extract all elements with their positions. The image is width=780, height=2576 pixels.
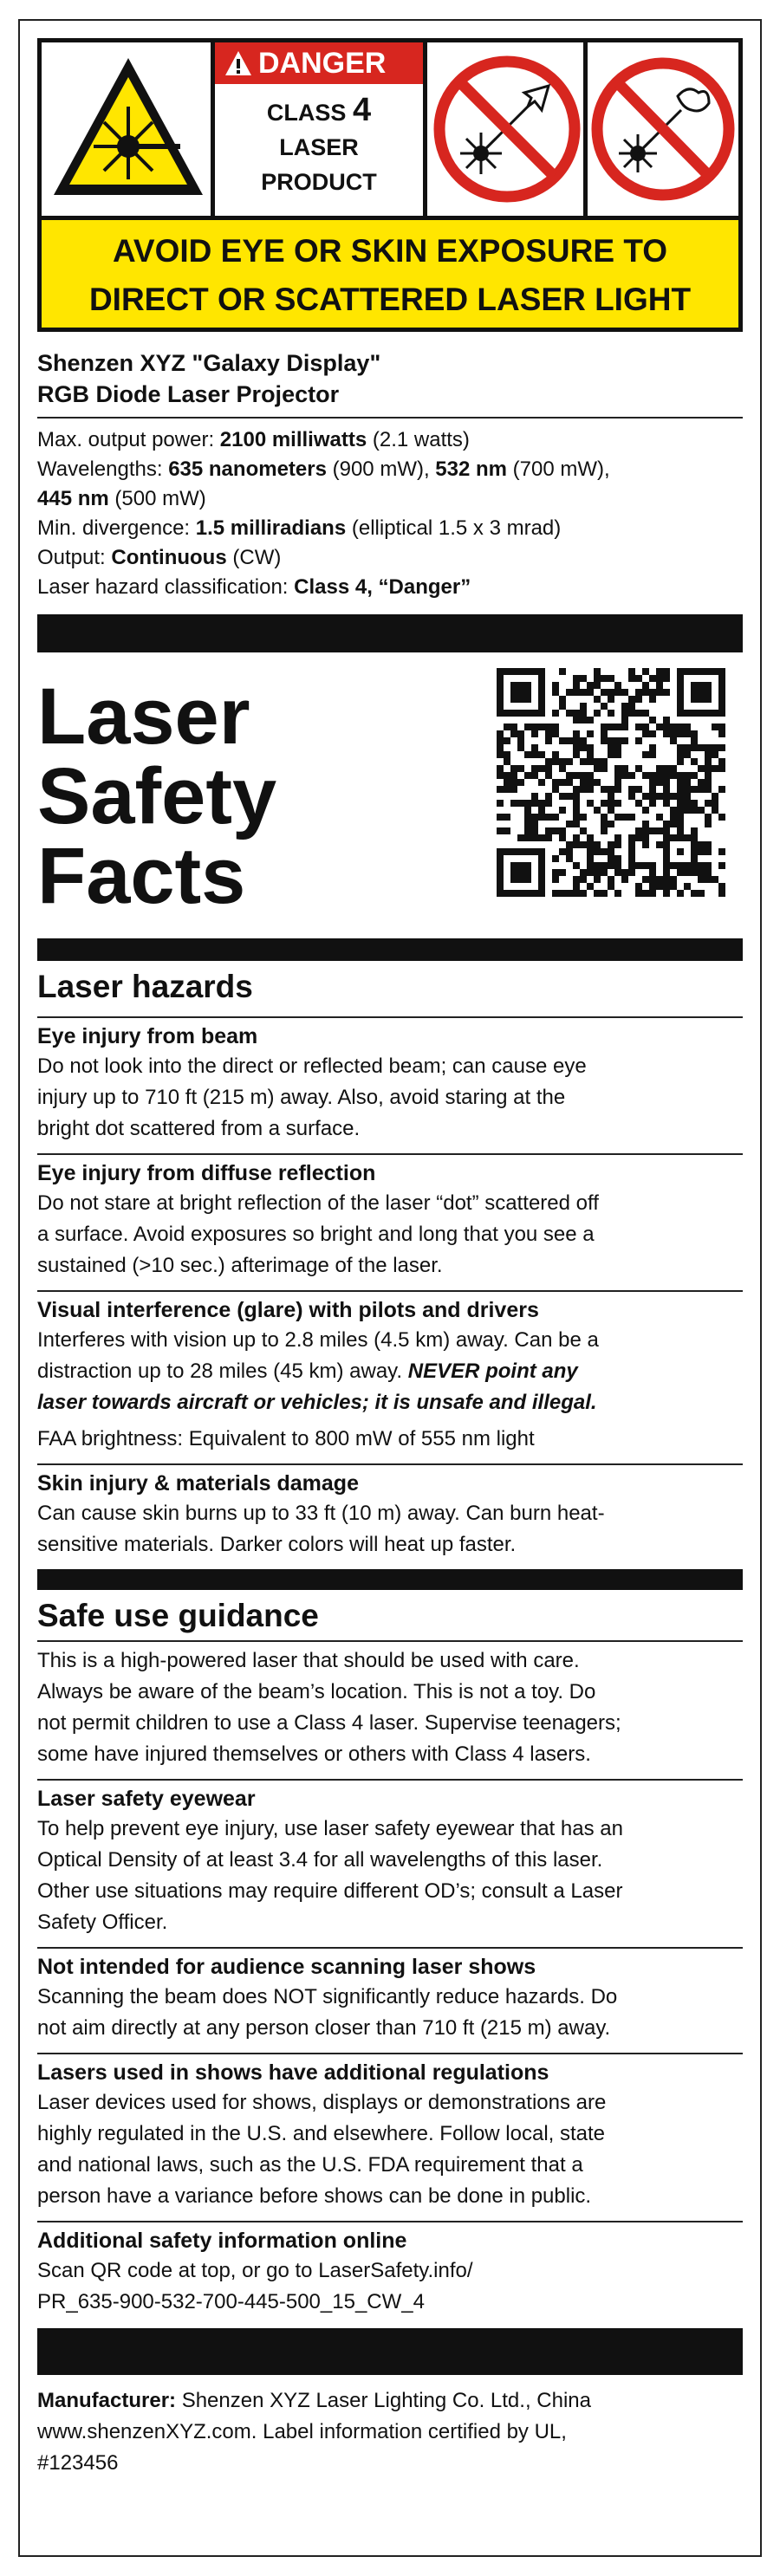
body-line: not aim directly at any person closer than 710 ft (215 m) away. [37,2016,611,2040]
subsection-body [37,1188,743,1282]
prohibition-cell-1 [427,42,588,216]
subsection-title: Eye injury from beam [37,1024,258,1048]
guidance-intro [37,1640,743,1770]
body-line: Laser devices used for shows, displays or demonstrations are [37,2091,607,2114]
subsection-title: Additional safety information online [37,2229,407,2253]
title-line-2: Safety [37,752,277,840]
body-line: a surface. Avoid exposures so bright and long that you see a [37,1223,595,1246]
spec-wl3: 445 nm [37,487,109,510]
hazard-eye-diffuse [37,1153,743,1282]
class-line-product: PRODUCT [261,169,377,195]
spec-wavelengths [37,455,743,484]
spec-power-label: Max. output power: [37,428,220,451]
prohibition-cell-2 [588,42,738,216]
warning-emphasis: laser towards aircraft or vehicles; it is unsafe and illegal. [37,1391,597,1414]
spec-div-value: 1.5 milliradians [195,516,347,540]
guidance-scanning [37,1947,743,2044]
danger-signal-word: DANGER [258,47,387,80]
body-line: sustained (>10 sec.) afterimage of the laser. [37,1254,443,1277]
subsection-title: Lasers used in shows have additional regulations [37,2060,549,2085]
body-line [37,1356,743,1387]
spec-classification [37,573,743,602]
body-line: To help prevent eye injury, use laser safety eyewear that has an [37,1817,623,1840]
warning-emphasis: NEVER point any [407,1359,578,1383]
danger-triangle-icon [224,49,253,77]
body-line: sensitive materials. Darker colors will heat up faster. [37,1533,517,1556]
body-text: distraction up to 28 miles (45 km) away. [37,1359,408,1383]
class-number: 4 [352,92,372,128]
avoid-line-2: DIRECT OR SCATTERED LASER LIGHT [88,282,692,317]
subsection-body [37,1814,743,1938]
product-type: RGB Diode Laser Projector [37,381,340,407]
guidance-eyewear [37,1779,743,1938]
avoid-line-1: AVOID EYE OR SKIN EXPOSURE TO [112,233,668,269]
subsection-body [37,1982,743,2044]
footer-line [37,2385,743,2417]
guidance-shows [37,2053,743,2212]
spec-div-label: Min. divergence: [37,516,196,540]
hazard-symbols-row [42,42,738,216]
body-line: and national laws, such as the U.S. FDA requirement that a [37,2153,583,2177]
body-line: Do not stare at bright reflection of the laser “dot” scattered off [37,1191,599,1215]
class-prefix: CLASS [266,100,347,126]
laser-warning-icon [42,42,215,216]
safe-use-guidance-section [37,1590,743,2318]
hazard-glare [37,1290,743,1455]
spec-div-note: (elliptical 1.5 x 3 mrad) [346,516,562,540]
section-heading: Safe use guidance [37,1598,319,1633]
subsection-title: Not intended for audience scanning laser shows [37,1955,536,1979]
spec-power-note: (2.1 watts) [367,428,470,451]
body-line: Always be aware of the beam’s location. This is not a toy. Do [37,1680,596,1703]
body-line: injury up to 710 ft (215 m) away. Also, avoid staring at the [37,1086,566,1109]
title-line-3: Facts [37,832,246,920]
faa-brightness: FAA brightness: Equivalent to 800 mW of 555 nm light [37,1427,535,1450]
spec-power [37,425,743,455]
qr-code-icon[interactable] [497,668,725,897]
body-line: highly regulated in the U.S. and elsewhere. Follow local, state [37,2122,606,2145]
label-content [37,38,743,2479]
certification-number: #123456 [37,2451,119,2475]
title-line-1: Laser [37,672,250,761]
spec-output [37,543,743,573]
laser-warning-cell [42,42,215,216]
manufacturer-label: Manufacturer: [37,2389,177,2412]
danger-signal-bar [215,42,423,84]
subsection-body [37,2087,743,2212]
body-line: Safety Officer. [37,1911,168,1934]
safety-info-link-path[interactable]: PR_635-900-532-700-445-500_15_CW_4 [37,2290,425,2313]
subsection-body [37,1051,743,1145]
body-line: Scanning the beam does NOT significantly reduce hazards. Do [37,1985,618,2008]
avoid-exposure-banner [42,216,738,328]
footer-line: www.shenzenXYZ.com. Label information certified by UL, [37,2420,567,2443]
laser-safety-label [18,19,762,2557]
body-line: person have a variance before shows can be done in public. [37,2184,592,2208]
subsection-title: Skin injury & materials damage [37,1471,359,1496]
spec-wl1: 635 nanometers [168,457,327,481]
danger-class-cell [215,42,427,216]
no-aiming-at-people-icon [588,42,738,216]
spec-out-note: (CW) [226,546,282,569]
spec-wl3-note: (500 mW) [108,487,206,510]
body-line: some have injured themselves or others with Class 4 lasers. [37,1742,591,1766]
subsection-title: Eye injury from diffuse reflection [37,1161,376,1185]
hazard-header [37,38,743,332]
spec-wl-label: Wavelengths: [37,457,169,481]
subsection-body [37,1325,743,1455]
subsection-body [37,2255,743,2318]
subsection-title: Visual interference (glare) with pilots and drivers [37,1298,539,1322]
no-aiming-at-aircraft-icon [427,42,588,216]
laser-safety-facts-title [37,672,277,920]
manufacturer-info [37,2385,743,2479]
hazard-skin [37,1463,743,1561]
spec-out-value: Continuous [111,546,227,569]
spec-power-value: 2100 milliwatts [219,428,367,451]
spec-class-value: Class 4, “Danger” [294,575,471,599]
section-heading: Laser hazards [37,969,253,1004]
divider-bar [37,1569,743,1590]
body-line: Can cause skin burns up to 33 ft (10 m) away. Can burn heat- [37,1502,605,1525]
subsection-title: Laser safety eyewear [37,1787,256,1811]
spec-wl2-note: (700 mW), [507,457,610,481]
body-line: Do not look into the direct or reflected beam; can cause eye [37,1054,587,1078]
body-line: This is a high-powered laser that should be used with care. [37,1649,580,1672]
body-line: not permit children to use a Class 4 laser. Supervise teenagers; [37,1711,621,1735]
body-line: Interferes with vision up to 2.8 miles (4.5 km) away. Can be a [37,1328,599,1352]
laser-hazards-section [37,961,743,1561]
product-name: Shenzen XYZ "Galaxy Display" [37,350,381,376]
spec-wl1-note: (900 mW), [326,457,436,481]
spec-wavelengths-cont [37,484,743,514]
specifications [37,417,743,602]
safety-info-link[interactable]: Scan QR code at top, or go to LaserSafety.info/ [37,2259,473,2282]
class-line-laser: LASER [279,134,359,160]
hazard-eye-beam [37,1016,743,1145]
spec-wl2: 532 nm [435,457,508,481]
subsection-body [37,1498,743,1561]
body-line [37,1387,743,1418]
spec-out-label: Output: [37,546,112,569]
manufacturer-name: Shenzen XYZ Laser Lighting Co. Ltd., China [176,2389,591,2412]
class-line [215,93,423,130]
body-line: Optical Density of at least 3.4 for all wavelengths of this laser. [37,1848,603,1872]
product-identity [37,347,743,410]
guidance-online [37,2221,743,2318]
class-product-text [215,93,423,199]
divider-bar [37,614,743,652]
title-area [37,652,743,938]
divider-bar [37,938,743,961]
spec-class-label: Laser hazard classification: [37,575,295,599]
spec-divergence [37,514,743,543]
body-line: Other use situations may require different OD’s; consult a Laser [37,1879,623,1903]
body-line: bright dot scattered from a surface. [37,1117,361,1140]
divider-bar [37,2328,743,2375]
